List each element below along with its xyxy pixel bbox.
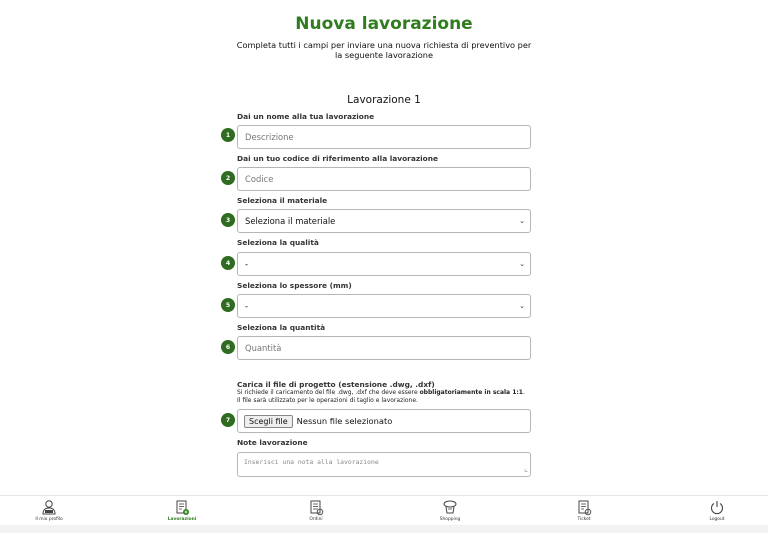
- quality-label: Seleziona la qualità: [237, 238, 319, 247]
- thickness-label: Seleziona lo spessore (mm): [237, 281, 352, 290]
- code-placeholder: Codice: [245, 174, 274, 184]
- bottom-strip: [0, 525, 768, 533]
- nav-item-logout[interactable]: [687, 499, 747, 522]
- thickness-selected-value: -: [245, 301, 249, 311]
- step-badge-5: 5: [221, 298, 235, 312]
- material-select[interactable]: [237, 209, 531, 233]
- shopping-icon: [442, 499, 458, 516]
- resize-grip-icon[interactable]: ∟: [524, 468, 528, 475]
- step-badge-3: 3: [221, 213, 235, 227]
- ticket-icon: [576, 499, 592, 516]
- bottom-navigation: [0, 495, 768, 526]
- thickness-select[interactable]: [237, 294, 531, 318]
- nav-item-profile[interactable]: [19, 499, 79, 522]
- step-badge-7: 7: [221, 413, 235, 427]
- notes-textarea[interactable]: [237, 452, 531, 477]
- nav-label-logout: Logout: [709, 517, 725, 522]
- chevron-down-icon: ⌄: [519, 217, 525, 225]
- nav-item-lavorazioni[interactable]: [152, 499, 212, 522]
- nav-label-ticket: Ticket: [577, 517, 591, 522]
- notes-label: Note lavorazione: [237, 438, 308, 447]
- page-subtitle: Completa tutti i campi per inviare una nuova richiesta di preventivo per la seguente lavorazione: [236, 40, 532, 60]
- nav-label-ordini: Ordini: [309, 517, 323, 522]
- document-plus-icon: [174, 499, 190, 516]
- description-input[interactable]: [237, 125, 531, 149]
- file-hint: Si richiede il caricamento del file .dwg, .dxf che deve essere obbligatoriamente in scala 1:1.: [237, 389, 525, 396]
- nav-item-shopping[interactable]: [420, 499, 480, 522]
- document-list-icon: [308, 499, 324, 516]
- step-badge-2: 2: [221, 171, 235, 185]
- chevron-down-icon: ⌄: [519, 302, 525, 310]
- description-placeholder: Descrizione: [245, 132, 294, 142]
- name-label: Dai un nome alla tua lavorazione: [237, 112, 375, 121]
- material-label: Seleziona il materiale: [237, 196, 328, 205]
- nav-item-ordini[interactable]: [286, 499, 346, 522]
- user-icon: [41, 499, 57, 516]
- quality-selected-value: -: [245, 259, 249, 269]
- chevron-down-icon: ⌄: [519, 260, 525, 268]
- step-badge-1: 1: [221, 128, 235, 142]
- material-selected-value: Seleziona il materiale: [245, 216, 336, 226]
- quantity-input[interactable]: [237, 336, 531, 360]
- page-title: Nuova lavorazione: [295, 14, 473, 34]
- file-hint-line2: Il file sarà utilizzato per le operazioni di taglio e lavorazione.: [237, 397, 418, 404]
- code-input[interactable]: [237, 167, 531, 191]
- quantity-placeholder: Quantità: [245, 343, 282, 353]
- quantity-label: Seleziona la quantità: [237, 323, 326, 332]
- quality-select[interactable]: [237, 252, 531, 276]
- step-badge-6: 6: [221, 340, 235, 354]
- file-label: Carica il file di progetto (estensione .dwg, .dxf): [237, 380, 435, 389]
- nav-label-shopping: Shopping: [439, 517, 461, 522]
- step-badge-4: 4: [221, 256, 235, 270]
- code-label: Dai un tuo codice di riferimento alla lavorazione: [237, 154, 439, 163]
- choose-file-button[interactable]: Scegli file: [244, 415, 293, 428]
- file-status: Nessun file selezionato: [296, 416, 393, 426]
- file-input: [237, 409, 531, 433]
- nav-item-ticket[interactable]: [554, 499, 614, 522]
- nav-label-lavorazioni: Lavorazioni: [167, 517, 197, 522]
- nav-label-profile: Il mio profilo: [35, 517, 63, 522]
- power-icon: [709, 499, 725, 516]
- section-title: Lavorazione 1: [347, 94, 421, 106]
- notes-placeholder: Inserisci una nota alla lavorazione: [244, 458, 379, 466]
